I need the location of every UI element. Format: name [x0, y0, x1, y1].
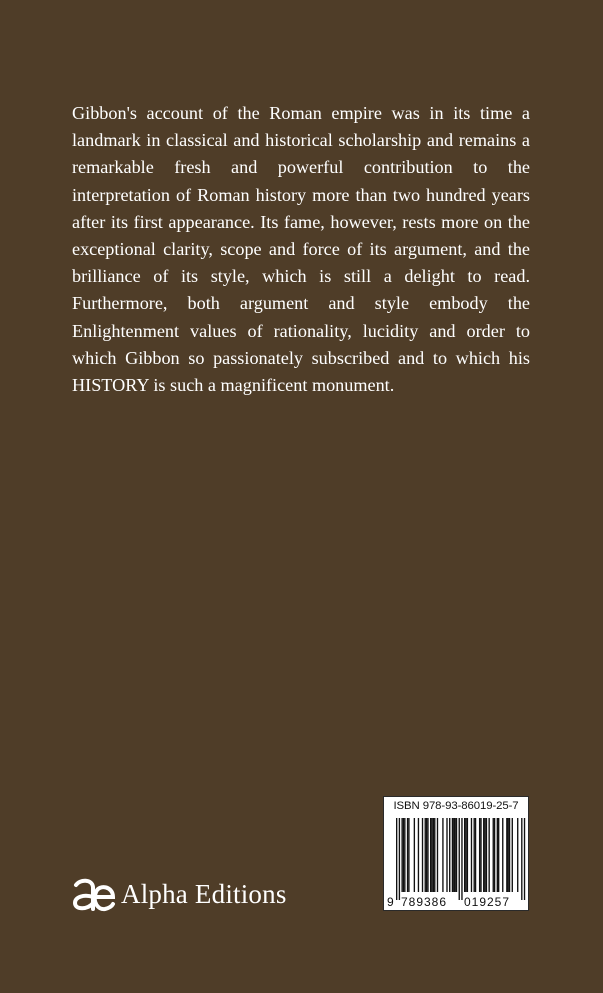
barcode-bar: [408, 818, 409, 892]
barcode-bar: [422, 818, 423, 892]
barcode-bar: [453, 818, 454, 892]
ae-ligature-logo-icon: [72, 876, 116, 912]
barcode-bar: [452, 818, 453, 892]
barcode-bar: [399, 818, 400, 900]
barcode-bar: [493, 818, 494, 892]
barcode-bar: [396, 818, 397, 900]
barcode-bar: [474, 818, 475, 892]
barcode-bar: [508, 818, 509, 892]
barcode-bar: [404, 818, 405, 892]
barcode-bar: [467, 818, 468, 892]
barcode-bar: [414, 818, 415, 892]
barcode-bar: [502, 818, 503, 892]
barcode-bar: [524, 818, 525, 900]
barcode-bar: [430, 818, 431, 892]
barcode-bar: [407, 818, 408, 892]
barcode-bar: [483, 818, 484, 892]
barcode-bar: [480, 818, 481, 892]
barcode-bar: [486, 818, 487, 892]
barcode-bar: [446, 818, 447, 892]
barcode-bar: [484, 818, 485, 892]
barcode-bar: [465, 818, 466, 892]
barcode-label: [383, 796, 529, 911]
barcode-bar: [475, 818, 476, 892]
barcode-bar: [464, 818, 465, 892]
barcode-bar: [506, 818, 507, 892]
barcode-bar: [521, 818, 522, 900]
barcode-bar: [437, 818, 438, 892]
barcode-bar: [471, 818, 472, 892]
barcode-bar: [434, 818, 435, 892]
publisher-name: Alpha Editions: [121, 878, 287, 909]
barcode-digits-right: 019257: [463, 895, 511, 909]
barcode-bar: [517, 818, 518, 892]
barcode-bar: [456, 818, 457, 892]
barcode-bar: [461, 818, 462, 900]
barcode-digits-left: 789386: [400, 895, 448, 909]
blurb-text: Gibbon's account of the Roman empire was in its time a landmark in classical and historical scholarship and remains a remarkable fresh and powerful contribution to the interpretation of Roman history more than two hundred years after its first appearance. Its fame, however, rests more on the exceptional clarity, scope and force of its argument, and the brilliance of its style, which is still a delight to read. Furthermore, both argument and style embody the Enlightenment values of rationality, lucidity and order to which Gibbon so passionately subscribed and to which his HISTORY is such a magnificent monument.: [72, 103, 530, 396]
barcode-bar: [449, 818, 450, 892]
barcode-bar: [512, 818, 513, 892]
barcode-bar: [442, 818, 443, 892]
barcode-bars: [396, 818, 525, 900]
barcode-bar: [433, 818, 434, 892]
barcode-bar: [488, 818, 489, 892]
barcode-bar: [498, 818, 499, 892]
barcode-digit-first: 9: [387, 895, 394, 909]
barcode-bar: [427, 818, 428, 892]
barcode-bar: [403, 818, 404, 892]
isbn-text: ISBN 978-93-86019-25-7: [393, 800, 519, 812]
barcode-bar: [401, 818, 402, 892]
barcode-bar: [454, 818, 455, 892]
barcode-bar: [509, 818, 510, 892]
barcode: [384, 816, 528, 910]
barcode-bar: [418, 818, 419, 892]
barcode-bar: [459, 818, 460, 900]
barcode-bar: [494, 818, 495, 892]
barcode-bar: [479, 818, 480, 892]
barcode-bar: [431, 818, 432, 892]
barcode-bar: [426, 818, 427, 892]
barcode-bar: [425, 818, 426, 892]
barcode-bar: [497, 818, 498, 892]
publisher-block: [72, 874, 287, 914]
